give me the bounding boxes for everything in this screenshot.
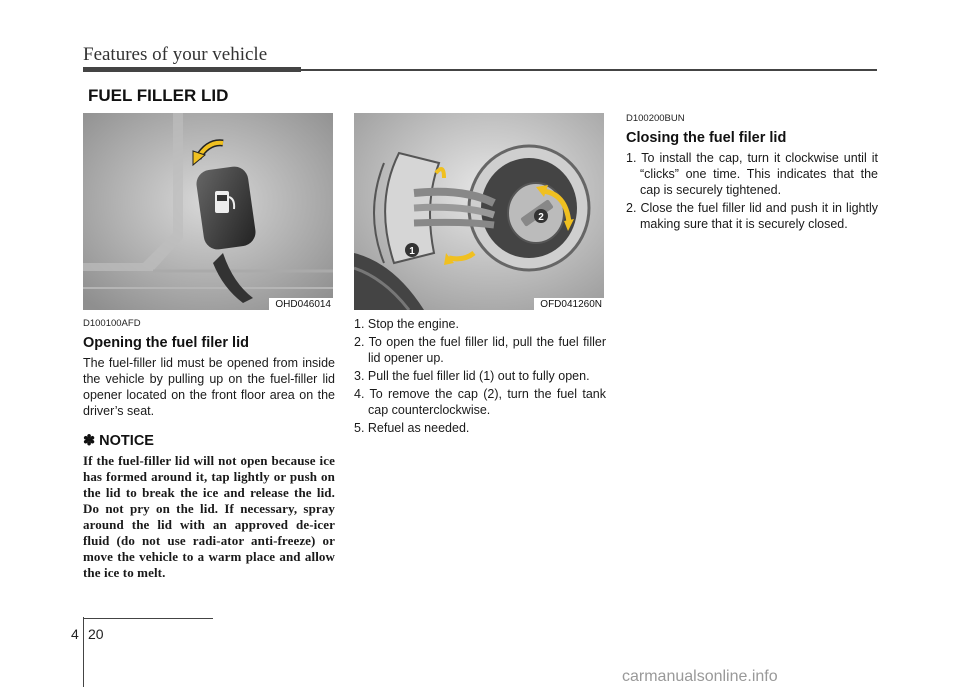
figure-fuel-lid-opener (83, 113, 333, 310)
section-code: D100100AFD (83, 318, 141, 329)
closing-steps-list (626, 150, 878, 232)
fuel-lid-opener-illustration (83, 113, 333, 310)
header-rule-thick (83, 67, 301, 72)
list-item: 5. Refuel as needed. (354, 421, 470, 435)
list-item: 2. Close the fuel filler lid and push it in lightly making sure that it is securely closed. (626, 201, 878, 231)
column-steps (354, 113, 606, 438)
section-title: FUEL FILLER LID (88, 86, 229, 105)
list-item: 4. To remove the cap (2), turn the fuel tank cap counterclockwise. (354, 387, 606, 417)
column-closing (626, 113, 878, 234)
watermark: carmanualsonline.info (622, 668, 778, 685)
fuel-filler-lid-illustration (354, 113, 604, 310)
header-rule-thin (301, 69, 877, 71)
subheading-closing: Closing the fuel filer lid (626, 130, 787, 146)
footer-divider (83, 617, 84, 687)
list-item: 2. To open the fuel filler lid, pull the fuel filler lid opener up. (354, 335, 606, 365)
page-header-title: Features of your vehicle (83, 44, 268, 65)
column-opening (83, 113, 335, 581)
notice-title: ✽ NOTICE (83, 433, 154, 449)
list-item: 1. Stop the engine. (354, 317, 459, 331)
opening-paragraph: The fuel-filler lid must be opened from inside the vehicle by pulling up on the fuel-filler lid opener located on the front floor area on the driver’s seat. (83, 356, 335, 418)
figure-id-label: OHD046014 (269, 298, 333, 310)
subheading-opening: Opening the fuel filer lid (83, 335, 249, 351)
figure-id-label: OFD041260N (534, 298, 604, 310)
list-item: 3. Pull the fuel filler lid (1) out to fully open. (354, 369, 590, 383)
footer-rule (83, 618, 213, 619)
figure-fuel-filler-lid (354, 113, 604, 310)
list-item: 1. To install the cap, turn it clockwise until it “clicks” one time. This indicates that the cap is securely tightened. (626, 151, 878, 197)
section-code: D100200BUN (626, 113, 685, 124)
page-number: 20 (88, 626, 104, 642)
opening-steps-list (354, 316, 606, 436)
callout-2: 2 (538, 212, 544, 223)
chapter-number: 4 (71, 626, 79, 642)
callout-1: 1 (409, 246, 415, 257)
notice-body: If the fuel-filler lid will not open because ice has formed around it, tap lightly or push on the lid to break the ice and release the lid. Do not pry on the lid. If necessary, spray around the lid with an approved de-icer fluid (do not use radi-ator anti-freeze) or move the vehicle to a warm place and allow the ice to melt. (83, 453, 335, 580)
